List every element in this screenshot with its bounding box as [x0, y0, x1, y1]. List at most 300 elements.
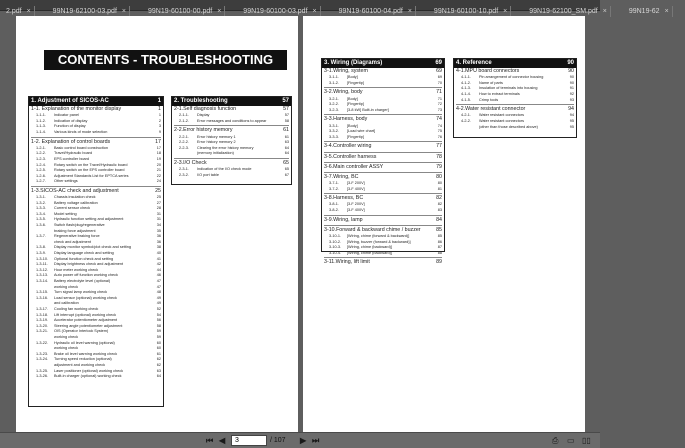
toc-entry-page: 64: [284, 145, 289, 150]
toc-entry-number: 1-3-5.: [36, 217, 46, 222]
toc-entry-number: 3-3-3.: [329, 134, 339, 139]
close-tab-icon[interactable]: ×: [217, 8, 222, 15]
toc-entry-title: Error messages and conditions to appear: [197, 118, 267, 123]
toc-entry-title: [Wiring, buzzer (forward & backward)]: [347, 239, 411, 244]
toc-entry-page: 27: [156, 200, 161, 205]
tab-label: 99N19-60100-04.pdf: [338, 8, 403, 15]
toc-entry-page: 73: [437, 107, 442, 112]
toc-entry-number: 2-1-1.: [179, 113, 189, 118]
toc-entry-title: Basic control board construction: [54, 145, 109, 150]
toc-entry-title: check and adjustment: [54, 239, 91, 244]
toc-entry-title: Accelerator potentiometer adjustment: [54, 318, 118, 323]
toc-entry-page: 59: [156, 334, 161, 339]
print-icon[interactable]: ⎙: [552, 436, 559, 445]
toc-entry[interactable]: [172, 160, 291, 167]
toc-entry-number: 1-3-26.: [36, 374, 49, 379]
toc-entry-number: 1-3-24.: [36, 357, 49, 362]
toc-entry-page: 65: [283, 159, 289, 166]
toc-divider: [324, 87, 442, 88]
toc-entry-page: 47: [156, 279, 161, 283]
toc-entry-title: [Wiring, chime (forward & backward)]: [347, 234, 410, 238]
toc-entry-number: 1-3-18.: [36, 312, 49, 317]
toc-entry[interactable]: [322, 154, 444, 161]
toc-entry-page: 85: [437, 234, 442, 238]
last-page-icon[interactable]: ⏭: [312, 436, 320, 445]
toc-entry-title: Display language check and setting: [54, 251, 114, 256]
toc-entry-page: 74: [437, 123, 442, 128]
tab-label: 99N19-62: [628, 8, 660, 15]
toc-entry-title: braking force adjustment: [54, 228, 96, 233]
toc-entry-title: Clearing the error history memory: [197, 145, 254, 150]
toc-entry-number: 2-1-2.: [179, 118, 189, 123]
toc-entry-page: 46: [156, 273, 161, 278]
toc-entry-title: [Body]: [347, 75, 358, 80]
toc-entry-title: 1-1. Explanation of the monitor display: [31, 106, 122, 112]
toc-entry-page: 80: [436, 173, 442, 180]
toc-entry-page: 67: [284, 172, 289, 177]
toc-entry-page: 64: [284, 151, 289, 156]
toc-section-header[interactable]: [172, 97, 291, 106]
toc-entry-page: 75: [437, 129, 442, 134]
section-title: 4. Reference: [456, 60, 492, 66]
toc-entry-title: Pin arrangement of connector housing: [479, 75, 544, 80]
toc-entry-page: 61: [283, 127, 289, 134]
toc-entry-number: 4-1-4.: [461, 91, 471, 96]
toc-entry-title: Rotary switch on the EPS controller board: [54, 168, 125, 173]
toc-entry-title: Cooling fan working check: [54, 306, 99, 311]
toc-entry-page: 80: [437, 181, 442, 186]
toc-entry-number: 2-2-2.: [179, 140, 189, 145]
toc-divider: [324, 193, 442, 194]
toc-entry[interactable]: [172, 151, 291, 157]
tab-label: 2.pdf: [6, 8, 22, 15]
toc-entry[interactable]: [322, 108, 444, 114]
toc-entry-title: 3-5.Controller harness: [324, 153, 377, 160]
toc-entry-page: 83: [437, 208, 442, 213]
toc-entry-title: How to extract terminals: [479, 91, 520, 96]
toc-entry-page: 84: [436, 216, 442, 223]
toc-entry-page: 94: [569, 113, 574, 118]
toc-entry-page: 36: [156, 239, 161, 244]
toc-entry-title: Water resistant connectors: [479, 113, 525, 118]
toc-entry-title: [Load wire chart]: [347, 129, 376, 134]
tab-label: 99N19-62100-03.pdf: [52, 8, 117, 15]
toc-entry-page: 92: [569, 91, 574, 96]
toc-entry-page: 18: [156, 151, 161, 156]
section-page: 57: [282, 98, 289, 104]
toc-entry-number: 3-3-1.: [329, 123, 339, 128]
toc-entry-page: 49: [156, 295, 161, 300]
section-page: 1: [157, 98, 161, 104]
close-tab-icon[interactable]: ×: [503, 8, 508, 15]
toc-entry-title: Display brightness check and adjustment: [54, 262, 124, 267]
toc-entry-page: 17: [155, 138, 161, 145]
toc-entry-page: 28: [156, 206, 161, 211]
toc-entry-page: 90: [568, 68, 574, 74]
toc-entry-page: 57: [283, 106, 289, 112]
toc-entry-number: 2-3-2.: [179, 172, 189, 177]
toc-entry-number: 1-3-13.: [36, 273, 49, 278]
toc-entry-page: 76: [437, 134, 442, 139]
toc-entry-number: 1-2-2.: [36, 151, 46, 156]
toc-entry-page: 60: [156, 346, 161, 351]
toc-entry-title: Steering angle potentiometer adjustment: [54, 323, 123, 328]
toc-entry-title: Crimp tools: [479, 97, 499, 102]
toc-entry-number: 4-1-1.: [461, 75, 471, 80]
toc-divider: [456, 104, 574, 105]
toc-entry-title: Function of display: [54, 124, 86, 129]
close-tab-icon[interactable]: ×: [664, 8, 669, 15]
toc-entry-number: 4-1-3.: [461, 86, 471, 91]
toc-entry-number: 4-2-1.: [461, 113, 471, 118]
toc-entry[interactable]: [29, 106, 163, 113]
toc-entry-page: 71: [437, 96, 442, 101]
toc-entry-number: 3-7-2.: [329, 186, 339, 191]
toc-entry-page: 47: [156, 284, 161, 289]
toc-entry[interactable]: [29, 130, 163, 136]
toc-divider: [324, 162, 442, 163]
toc-entry-title: Name of parts: [479, 80, 503, 85]
toc-entry-number: 3-8-2.: [329, 208, 339, 213]
toc-entry[interactable]: [29, 374, 163, 380]
toc-entry-title: Brake oil level warning working check: [54, 351, 118, 356]
toc-entry[interactable]: [172, 127, 291, 134]
toc-entry[interactable]: [172, 119, 291, 125]
toc-entry-page: 3: [158, 124, 161, 129]
toc-entry[interactable]: [454, 125, 576, 131]
toc-entry-page: 74: [436, 116, 442, 123]
toc-entry-page: 87: [437, 245, 442, 250]
toc-entry-page: 48: [156, 290, 161, 295]
toc-entry-number: 3-10-2.: [329, 239, 342, 244]
toc-entry-page: 90: [569, 75, 574, 80]
toc-entry-page: 21: [156, 168, 161, 173]
toc-entry-number: 3-10-3.: [329, 245, 342, 250]
toc-entry-title: Turning speed reduction (optional): [54, 357, 112, 362]
toc-entry[interactable]: [322, 135, 444, 141]
toc-entry-page: 35: [156, 228, 161, 233]
toc-entry-title: 3-1.Wiring, system: [324, 68, 368, 74]
previous-page-icon[interactable]: ◀: [219, 436, 226, 445]
toc-entry-number: 3-2-2.: [329, 102, 339, 107]
toc-entry[interactable]: [322, 143, 444, 150]
toc-entry-number: 3-2-1.: [329, 96, 339, 101]
toc-entry-number: 1-2-1.: [36, 145, 46, 150]
toc-entry-number: 1-3-17.: [36, 306, 49, 311]
page-total: / 107: [270, 437, 286, 444]
toc-entry-page: 86: [437, 239, 442, 244]
toc-entry-title: Laser positioner (optional) working check: [54, 368, 124, 373]
toc-entry-page: 81: [437, 186, 442, 191]
toc-entry-number: 2-2-1.: [179, 134, 189, 139]
toc-entry[interactable]: [322, 227, 444, 234]
toc-entry[interactable]: [322, 251, 444, 257]
toc-entry-page: 17: [156, 145, 161, 150]
toc-entry-title: Indication of the I/O check mode: [197, 167, 252, 172]
toc-entry-title: [Fingertip]: [347, 134, 364, 139]
toc-entry-title: working check: [54, 346, 79, 351]
toc-entry-page: 78: [436, 153, 442, 160]
close-tab-icon[interactable]: ×: [312, 8, 317, 15]
toc-entry-title: 2-2.Error history memory: [174, 127, 233, 134]
toc-entry-title: Built-in charger (optional) working check: [54, 374, 122, 379]
toc-entry-page: 91: [569, 86, 574, 91]
two-page-view-icon[interactable]: ▯▯: [582, 436, 591, 445]
toc-section-adjustment: [28, 96, 164, 407]
toc-entry-number: 1-2-6.: [36, 173, 46, 178]
toc-entry-page: 61: [156, 351, 161, 356]
toc-entry-title: Display monitor symbol/plot check and setting: [54, 245, 132, 250]
toc-entry[interactable]: [322, 89, 444, 96]
toc-entry[interactable]: [322, 174, 444, 181]
single-page-view-icon[interactable]: ▭: [567, 436, 575, 445]
toc-entry-title: (other than those described above): [479, 124, 538, 129]
toc-entry[interactable]: [322, 208, 444, 214]
toc-entry-title: EPS controller board: [54, 156, 90, 161]
tab[interactable]: [623, 6, 673, 17]
toc-entry-number: 1-3-11.: [36, 262, 48, 267]
toc-entry-number: 1-1-1.: [36, 113, 46, 118]
toc-entry-number: 3-7-1.: [329, 181, 339, 186]
toc-entry-title: Switch flash/plug/regenerative: [54, 223, 105, 228]
toc-entry-page: 72: [437, 102, 442, 107]
toc-entry[interactable]: [322, 164, 444, 171]
toc-entry-page: 71: [436, 89, 442, 96]
toc-entry-number: [461, 125, 479, 131]
toc-entry-title: Various kinds of mode selection: [54, 129, 108, 134]
toc-entry-page: 38: [156, 245, 161, 250]
toc-entry[interactable]: [29, 139, 163, 146]
toc-entry-title: [Fingertip]: [347, 80, 364, 85]
page-title: CONTENTS - TROUBLESHOOTING: [44, 50, 287, 70]
toc-entry-title: [3-8 kW] Built-in charger]: [347, 107, 389, 112]
toc-entry-title: Turn signal lamp working check: [54, 290, 108, 295]
toc-entry[interactable]: [29, 188, 163, 195]
toc-entry[interactable]: [322, 195, 444, 202]
toc-entry-number: 4-1-5.: [461, 97, 471, 102]
toc-entry-number: 1-2-4.: [36, 162, 46, 167]
toc-entry-page: 85: [436, 226, 442, 233]
toc-entry-title: Error history memory 2: [197, 140, 236, 145]
toc-entry-page: 57: [284, 113, 289, 118]
toc-section-troubleshooting: [171, 96, 292, 185]
toc-entry[interactable]: [322, 68, 444, 75]
toc-entry-number: 1-2-7.: [36, 179, 46, 184]
toc-entry-page: 82: [436, 195, 442, 202]
toc-entry-title: Rotary switch on the Travel/Hydraulic board: [54, 162, 128, 167]
toc-divider: [324, 172, 442, 173]
close-tab-icon[interactable]: ×: [602, 8, 607, 15]
toc-entry-page: 25: [155, 187, 161, 194]
toc-entry-page: 95: [569, 124, 574, 129]
tab-bar: [0, 0, 669, 15]
toc-entry-title: Travel/Hydraulic board: [54, 151, 93, 156]
toc-entry[interactable]: [322, 187, 444, 193]
toc-entry[interactable]: [172, 173, 291, 179]
toc-entry-page: 20: [156, 162, 161, 167]
toc-entry-title: (memory initialization): [197, 151, 234, 156]
toc-entry-title: Error history memory 1: [197, 134, 236, 139]
toc-entry-page: 52: [156, 306, 161, 311]
toc-entry-page: 60: [156, 340, 161, 345]
toc-divider: [324, 225, 442, 226]
toc-entry[interactable]: [29, 179, 163, 185]
toc-entry-page: 90: [569, 80, 574, 85]
toc-entry[interactable]: [322, 217, 444, 224]
toc-entry-number: 1-1-3.: [36, 124, 46, 129]
toc-divider: [324, 257, 442, 258]
toc-entry-page: 31: [156, 211, 161, 216]
toc-divider: [31, 186, 161, 187]
toc-entry-title: Insulation of terminals into housing: [479, 86, 538, 91]
toc-entry-page: 61: [284, 134, 289, 139]
toc-divider: [31, 137, 161, 138]
page-number-input[interactable]: 3: [231, 435, 267, 446]
toc-entry-title: [Body]: [347, 96, 358, 101]
toc-entry-title: 3-8.Harness, BC: [324, 195, 364, 202]
toc-entry[interactable]: [322, 116, 444, 123]
toc-entry-title: [Fingertip]: [347, 102, 364, 107]
toc-entry-title: 3-3.Harness, body: [324, 116, 368, 123]
toc-entry-title: Indication of display: [54, 118, 88, 123]
toc-entry-page: 40: [156, 251, 161, 256]
toc-entry-title: 2-1.Self diagnosis function: [174, 106, 237, 112]
toc-entry-page: 22: [156, 173, 161, 178]
toc-entry-title: and calibration: [54, 301, 79, 306]
toc-entry-page: 34: [156, 223, 161, 228]
toc-entry-number: 1-3-23.: [36, 351, 49, 356]
toc-entry-title: Current sensor check: [54, 206, 91, 211]
toc-entry-title: Water resistant connectors: [479, 118, 525, 123]
toc-entry-number: 1-3-19.: [36, 318, 49, 323]
toc-entry-page: 54: [156, 312, 161, 317]
toc-entry-title: 3-9.Wiring, lamp: [324, 216, 363, 223]
toc-entry-page: 25: [156, 195, 161, 200]
toc-section-header[interactable]: [454, 59, 576, 68]
toc-entry-title: Display: [197, 113, 210, 118]
toc-entry-number: 1-3-16.: [36, 295, 49, 300]
toc-entry-number: 1-3-22.: [36, 340, 49, 345]
toc-entry-page: 93: [569, 97, 574, 102]
tab-label: 99N19-60100-10.pdf: [433, 8, 499, 15]
tab-label: 99N19-60100-03.pdf: [243, 8, 308, 15]
toc-entry-number: 3-10-4.: [329, 250, 342, 255]
toc-entry-page: 41: [156, 256, 161, 261]
toc-section-wiring: [321, 58, 445, 266]
toc-entry-title: 3-7.Wiring, BC: [324, 173, 359, 180]
close-tab-icon[interactable]: ×: [121, 8, 126, 15]
toc-entry-page: 70: [437, 80, 442, 85]
toc-entry-page: 36: [156, 234, 161, 239]
toc-entry-title: Hour meter working check: [54, 267, 99, 272]
toc-entry-title: [3-F 200V]: [347, 181, 365, 186]
toc-entry-title: Auto power off function working check: [54, 273, 118, 278]
toc-entry[interactable]: [454, 98, 576, 104]
toc-entry-title: Other settings: [54, 179, 78, 184]
toc-entry-page: 89: [436, 259, 442, 266]
toc-entry[interactable]: [322, 81, 444, 87]
tab-label: 99N19-62100_SM.pdf: [529, 8, 598, 15]
toc-entry-number: 1-1-4.: [36, 129, 46, 134]
toc-entry-number: 1-1-2.: [36, 118, 46, 123]
toc-entry-number: 3-1-1.: [329, 75, 339, 80]
toc-entry-number: 3-2-3.: [329, 107, 339, 112]
toc-entry-number: 1-3-10.: [36, 256, 49, 261]
toc-entry-title: [Wiring, chime (backward)]: [347, 250, 392, 255]
toc-entry-page: 62: [156, 362, 161, 367]
pdf-page-right: [303, 16, 585, 432]
section-title: 2. Troubleshooting: [174, 98, 228, 104]
toc-entry-page: 64: [156, 374, 161, 379]
toc-entry-title: [Wiring, chime (backward)]: [347, 245, 392, 250]
toc-entry-title: 1-2. Explanation of control boards: [31, 138, 111, 145]
toc-entry-number: 1-2-3.: [36, 156, 46, 161]
toc-entry-page: 79: [436, 163, 442, 170]
toc-entry-title: [3-F 400V]: [347, 186, 365, 191]
toc-entry-title: [3-F 400V]: [347, 208, 365, 213]
toc-entry-number: 1-3-8.: [36, 245, 46, 250]
close-tab-icon[interactable]: ×: [26, 8, 31, 15]
next-page-icon[interactable]: ▶: [300, 436, 307, 445]
toc-entry-title: Load sensor (optional) working check: [54, 295, 117, 300]
toc-entry-title: 2-3.I/O Check: [174, 159, 207, 166]
toc-entry-title: Hydraulic function setting and adjustment: [54, 217, 124, 222]
toc-entry-page: 63: [284, 140, 289, 145]
toc-entry-title: 3-11.Wiring, lift limit: [324, 259, 370, 266]
toc-entry-page: 42: [156, 262, 161, 267]
toc-entry-page: 82: [437, 202, 442, 207]
toc-entry[interactable]: [454, 68, 576, 75]
toc-entry[interactable]: [172, 106, 291, 113]
first-page-icon[interactable]: ⏮: [206, 436, 214, 445]
toc-entry-page: 58: [284, 118, 289, 123]
toc-entry-number: 1-3-25.: [36, 368, 49, 373]
toc-divider: [324, 141, 442, 142]
toc-entry-number: 2-3-1.: [179, 167, 189, 172]
toc-entry-title: 4-1.MPU board connectors: [456, 68, 520, 74]
section-page: 90: [567, 60, 574, 66]
section-title: 3. Wiring (Diagrams): [324, 60, 383, 66]
toc-entry[interactable]: [454, 106, 576, 113]
toc-section-header[interactable]: [322, 59, 444, 68]
close-tab-icon[interactable]: ×: [407, 8, 412, 15]
toc-section-header[interactable]: [29, 97, 163, 106]
toc-entry-number: 1-3-20.: [36, 323, 49, 328]
toc-entry-number: [179, 151, 197, 157]
toc-entry-page: 9: [158, 129, 161, 134]
toc-entry-page: 94: [568, 106, 574, 113]
toc-entry-number: 3-8-1.: [329, 202, 339, 207]
toc-entry[interactable]: [322, 259, 444, 266]
toc-entry-title: Model setting: [54, 211, 77, 216]
toc-entry-number: 1-2-5.: [36, 168, 46, 173]
toc-divider: [174, 125, 289, 126]
toc-divider: [174, 158, 289, 159]
toc-entry-number: 1-3-14.: [36, 279, 49, 283]
toc-entry-title: Hydraulic oil level warning (optional): [54, 340, 115, 345]
toc-entry-number: 1-3-21.: [36, 329, 49, 334]
toc-entry-page: 69: [436, 68, 442, 74]
toc-entry-page: 65: [284, 167, 289, 172]
toc-entry-title: 4-2.Water resistant connector: [456, 106, 526, 113]
toc-entry-title: 3-10.Forward & backward chime / buzzer: [324, 226, 421, 233]
toc-entry-page: 63: [156, 368, 161, 373]
toc-entry-page: 19: [156, 156, 161, 161]
toc-entry-number: 1-3-12.: [36, 267, 49, 272]
toc-entry-number: 1-3-9.: [36, 251, 46, 256]
section-title: 1. Adjustment of SICOS-AC: [31, 98, 109, 104]
section-page: 69: [435, 60, 442, 66]
